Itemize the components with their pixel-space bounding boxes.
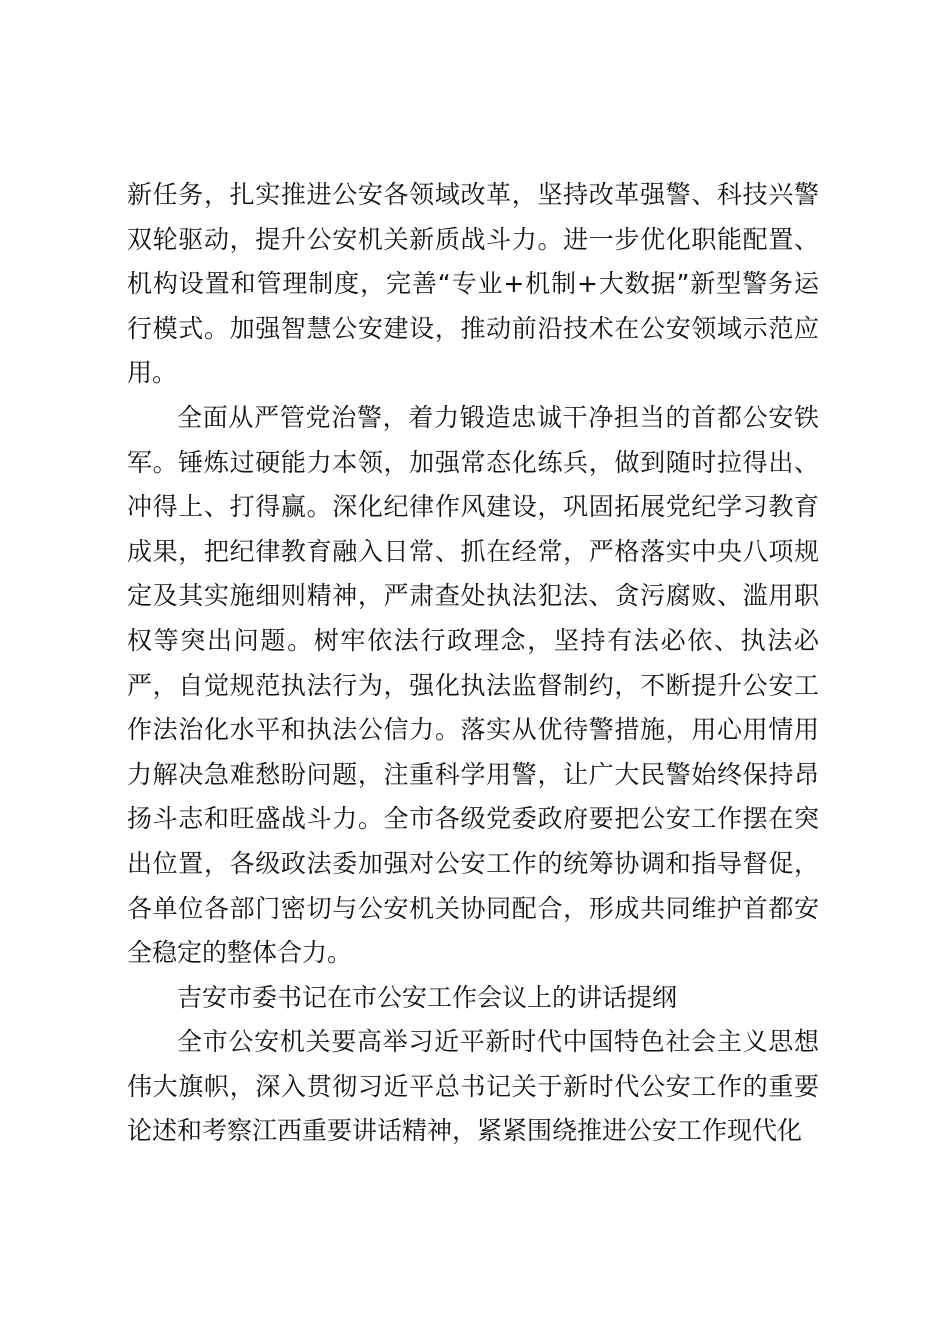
- section-heading: 吉安市委书记在市公安工作会议上的讲话提纲: [177, 982, 678, 1012]
- paragraph-party-discipline: 全面从严管党治警，着力锻造忠诚干净担当的首都公安铁军。锤炼过硬能力本领，加强常态化练兵，做到随时拉得出、冲得上、打得赢。深化纪律作风建设，巩固拓展党纪学习教育成果，把纪律教育融入日常、抓在经常，严格落实中央八项规定及其实施细则精神，严肃查处执法犯法、贪污腐败、滥用职权等突出问题。树牢依法行政理念，坚持有法必依、执法必严，自觉规范执法行为，强化执法监督制约，不断提升公安工作法治化水平和执法公信力。落实从优待警措施，用心用情用力解决急难愁盼问题，注重科学用警，让广大民警始终保持昂扬斗志和旺盛战斗力。全市各级党委政府要把公安工作摆在突出位置，各级政法委加强对公安工作的统筹协调和指导督促，各单位各部门密切与公安机关协同配合，形成共同维护首都安全稳定的整体合力。: [127, 402, 819, 968]
- paragraph-jian-police: 全市公安机关要高举习近平新时代中国特色社会主义思想伟大旗帜，深入贯彻习近平总书记关于新时代公安工作的重要论述和考察江西重要讲话精神，紧紧围绕推进公安工作现代化: [127, 1027, 819, 1146]
- document-body: [127, 173, 819, 1154]
- paragraph-reform: 新任务，扎实推进公安各领域改革，坚持改革强警、科技兴警双轮驱动，提升公安机关新质战斗力。进一步优化职能配置、机构设置和管理制度，完善“专业+机制+大数据”新型警务运行模式。加强智慧公安建设，推动前沿技术在公安领域示范应用。: [127, 180, 819, 388]
